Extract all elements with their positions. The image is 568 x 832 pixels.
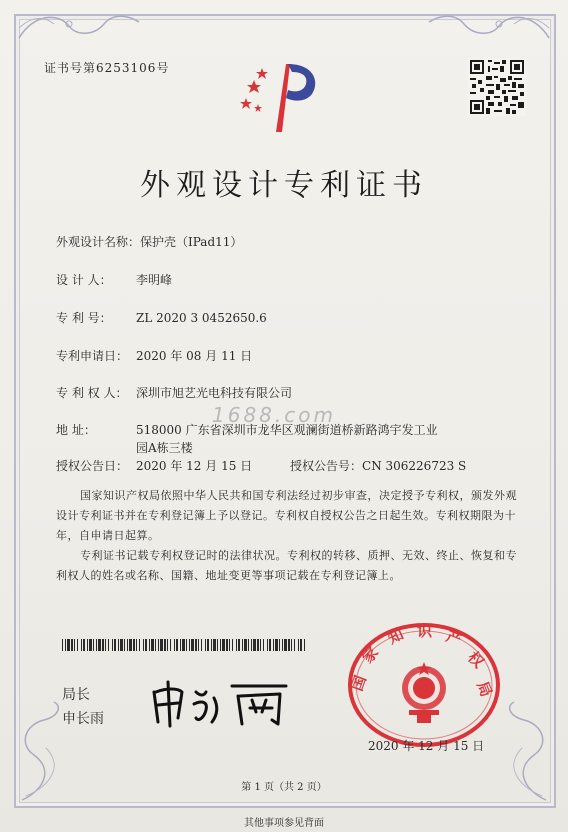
director-name: 申长雨	[62, 711, 104, 727]
design-name-value: 保护壳（IPad11）	[140, 235, 243, 249]
footer-note: 其他事项参见背面	[244, 818, 324, 829]
qr-code-icon	[468, 58, 526, 116]
seal-date: 2020 年 12 月 15 日	[368, 739, 485, 753]
svg-text:家: 家	[358, 643, 383, 667]
director-title: 局长	[62, 687, 90, 703]
cnipa-logo-icon	[236, 58, 326, 136]
paragraph-grant-statement: 国家知识产权局依照中华人民共和国专利法经过初步审查，决定授予专利权，颁发外观设计专利证书并在专利登记簿上予以登记。专利权自授权公告之日起生效。专利权期限为十年，自申请日起算。	[56, 489, 517, 542]
grant-date-row	[56, 457, 252, 474]
handwritten-signature	[148, 678, 296, 728]
corner-ornament-top-right	[424, 8, 554, 48]
designer-label: 设 计 人：	[56, 273, 112, 287]
patentee-label: 专 利 权 人：	[56, 386, 128, 400]
address-label: 地 址：	[56, 423, 96, 437]
address-value-line2: 园A栋三楼	[136, 441, 193, 455]
grant-number-value: CN 306226723 S	[362, 459, 467, 473]
svg-text:知: 知	[385, 624, 407, 648]
certificate-title: 外观设计专利证书	[140, 168, 428, 203]
official-seal	[347, 622, 501, 748]
patent-number-row	[56, 309, 267, 326]
patent-number-value: ZL 2020 3 0452650.6	[136, 311, 267, 325]
designer-row	[56, 271, 172, 288]
grant-number-label: 授权公告号：	[290, 459, 363, 473]
designer-value: 李明峰	[136, 273, 173, 287]
watermark: 1688.com	[212, 403, 336, 427]
barcode-icon	[62, 636, 308, 648]
design-name-row	[56, 233, 242, 250]
grant-date-label: 授权公告日：	[56, 459, 129, 473]
filing-date-value: 2020 年 08 月 11 日	[136, 349, 253, 363]
svg-text:权: 权	[464, 648, 488, 672]
address-value-line1: 518000 广东省深圳市龙华区观澜街道桥新路鸿宇发工业	[136, 423, 438, 437]
svg-text:局: 局	[473, 678, 496, 700]
filing-date-label: 专利申请日：	[56, 349, 129, 363]
grant-date-value: 2020 年 12 月 15 日	[136, 459, 253, 473]
patentee-value: 深圳市旭艺光电科技有限公司	[136, 386, 293, 400]
corner-ornament-top-left	[14, 8, 144, 48]
filing-date-row	[56, 347, 252, 364]
design-name-label: 外观设计名称：	[56, 235, 141, 249]
patent-number-label: 专 利 号：	[56, 311, 112, 325]
paragraph-legal-status: 专利证书记载专利权登记时的法律状况。专利权的转移、质押、无效、终止、恢复和专利权人的姓名或名称、国籍、地址变更等事项记载在专利登记簿上。	[56, 549, 517, 582]
svg-text:产: 产	[443, 627, 465, 650]
certificate-number: 证书号第6253106号	[44, 61, 170, 75]
page-info: 第 1 页（共 2 页）	[241, 782, 327, 793]
svg-text:国: 国	[347, 673, 370, 694]
patentee-row	[56, 384, 292, 401]
grant-number-row	[290, 457, 466, 474]
svg-text:识: 识	[417, 622, 433, 640]
